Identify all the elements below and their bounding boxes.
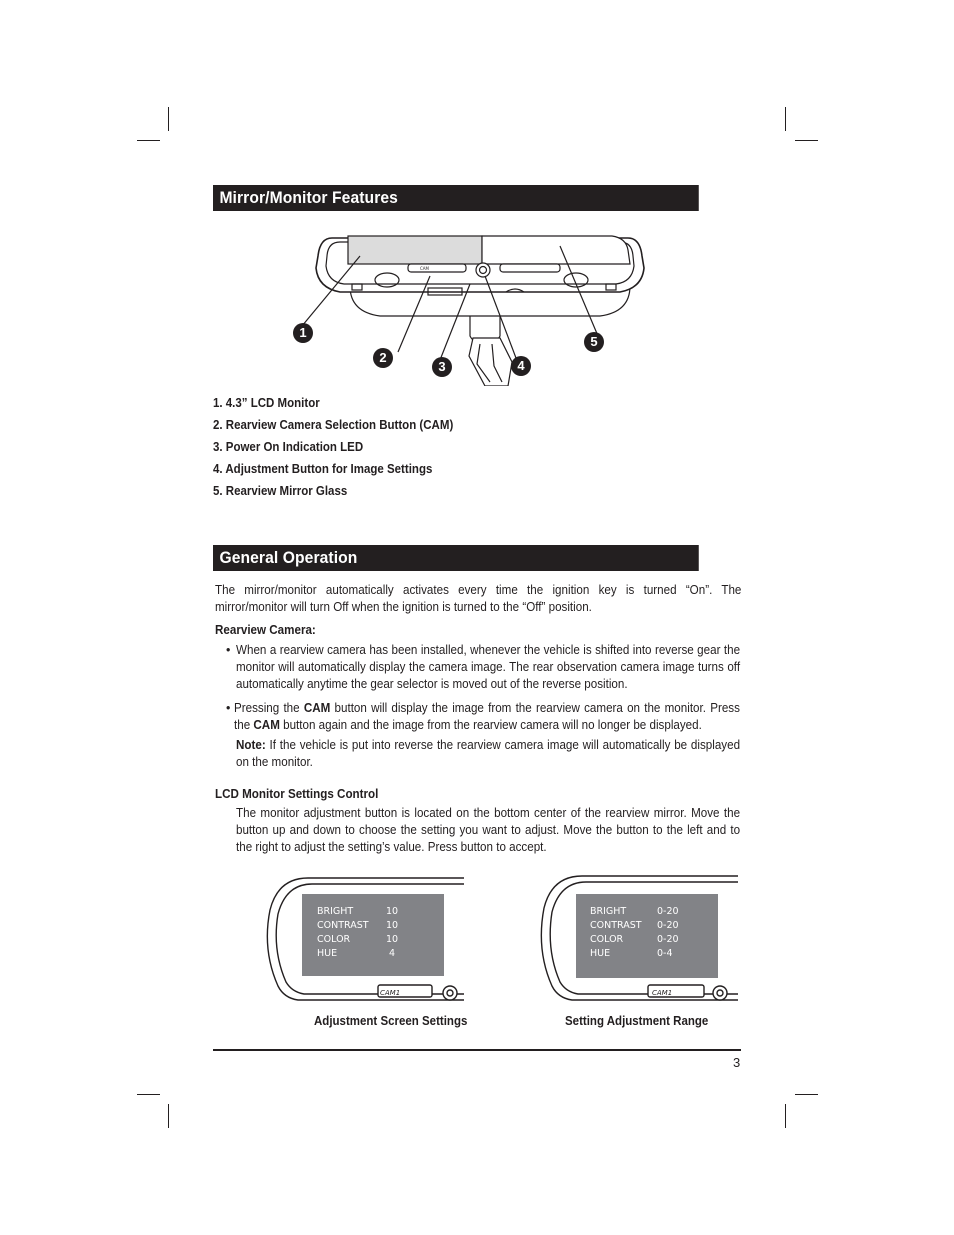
rearview-bullet-2 xyxy=(234,700,740,734)
osd-value: 0-20 xyxy=(657,906,679,917)
feature-item: 5. Rearview Mirror Glass xyxy=(213,484,348,498)
crop-mark xyxy=(168,1104,169,1128)
osd-labels xyxy=(590,905,642,961)
callout-1: 1 xyxy=(293,323,313,343)
rearview-bullet-1: When a rearview camera has been installed, whenever the vehicle is shifted into reverse gear the monitor will automatically display the camera image. The rear observation camera image turns off automatically anytime the gear selector is moved out of the reverse position. xyxy=(236,643,741,691)
crop-mark xyxy=(795,1094,818,1095)
osd-label: COLOR xyxy=(590,934,624,945)
osd-label: BRIGHT xyxy=(317,906,354,917)
cam-keyword: CAM xyxy=(303,701,331,715)
osd-label: BRIGHT xyxy=(590,906,627,917)
bullet-dot: • xyxy=(226,701,231,715)
section-header-mirror-features: Mirror/Monitor Features xyxy=(213,185,699,211)
callout-4: 4 xyxy=(511,356,531,376)
cam1-button-label: CAM1 xyxy=(380,989,401,997)
callout-5: 5 xyxy=(584,332,604,352)
osd-values xyxy=(385,905,399,961)
caption-adjustment-range: Setting Adjustment Range xyxy=(565,1014,709,1028)
lcd-paragraph: The monitor adjustment button is located on the bottom center of the rearview mirror. Move the button up and down to choose the setting you want to adjust. Move the button to the left and to the right to adjust the setting’s value. Press button to accept. xyxy=(236,806,741,854)
note-text: If the vehicle is put into reverse the rearview camera image will automatically be displayed on the monitor. xyxy=(236,738,741,769)
osd-value: 10 xyxy=(385,906,399,917)
note-paragraph xyxy=(236,737,740,771)
crop-mark xyxy=(785,1104,786,1128)
osd-value: 0-20 xyxy=(657,934,679,945)
osd-labels xyxy=(317,905,369,961)
crop-mark xyxy=(795,140,818,141)
bullet2-text-b: button will display the image from the rearview camera on the monitor. Press the xyxy=(234,701,740,732)
cam1-button-label: CAM1 xyxy=(652,989,673,997)
feature-list xyxy=(213,394,474,504)
callout-3: 3 xyxy=(432,357,452,377)
feature-item: 1. 4.3” LCD Monitor xyxy=(213,396,320,410)
osd-label: CONTRAST xyxy=(590,920,642,931)
feature-item: 2. Rearview Camera Selection Button (CAM) xyxy=(213,418,454,432)
cam-keyword: CAM xyxy=(253,718,280,732)
osd-label: CONTRAST xyxy=(317,920,369,931)
cam-button-label: CAM xyxy=(420,266,429,271)
footer-rule xyxy=(213,1049,741,1051)
osd-values xyxy=(657,905,679,961)
note-label: Note: xyxy=(236,738,266,752)
callout-2: 2 xyxy=(373,348,393,368)
feature-item: 4. Adjustment Button for Image Settings xyxy=(213,462,433,476)
mirror-diagram xyxy=(280,226,680,386)
bullet2-text-c: button again and the image from the rearview camera will no longer be displayed. xyxy=(279,718,702,732)
osd-value: 0-4 xyxy=(657,948,673,959)
osd-value: 10 xyxy=(385,934,399,945)
osd-value: 0-20 xyxy=(657,920,679,931)
page-number: 3 xyxy=(733,1055,741,1070)
caption-adjustment-screen: Adjustment Screen Settings xyxy=(314,1014,468,1028)
lcd-heading: LCD Monitor Settings Control xyxy=(215,787,379,801)
osd-label: HUE xyxy=(317,948,338,959)
osd-value: 10 xyxy=(385,920,399,931)
intro-paragraph: The mirror/monitor automatically activates every time the ignition key is turned “On”. The mirror/monitor will turn Off when the ignition is turned to the “Off” position. xyxy=(215,583,742,614)
osd-label: COLOR xyxy=(317,934,351,945)
section-header-general-operation: General Operation xyxy=(213,545,699,571)
bullet-dot: • xyxy=(226,643,231,657)
crop-mark xyxy=(168,107,169,131)
crop-mark xyxy=(785,107,786,131)
osd-value: 4 xyxy=(388,948,396,959)
bullet2-text-a: Pressing the xyxy=(234,701,304,715)
crop-mark xyxy=(137,140,160,141)
osd-label: HUE xyxy=(590,948,611,959)
rearview-heading: Rearview Camera: xyxy=(215,623,316,637)
feature-item: 3. Power On Indication LED xyxy=(213,440,364,454)
crop-mark xyxy=(137,1094,160,1095)
